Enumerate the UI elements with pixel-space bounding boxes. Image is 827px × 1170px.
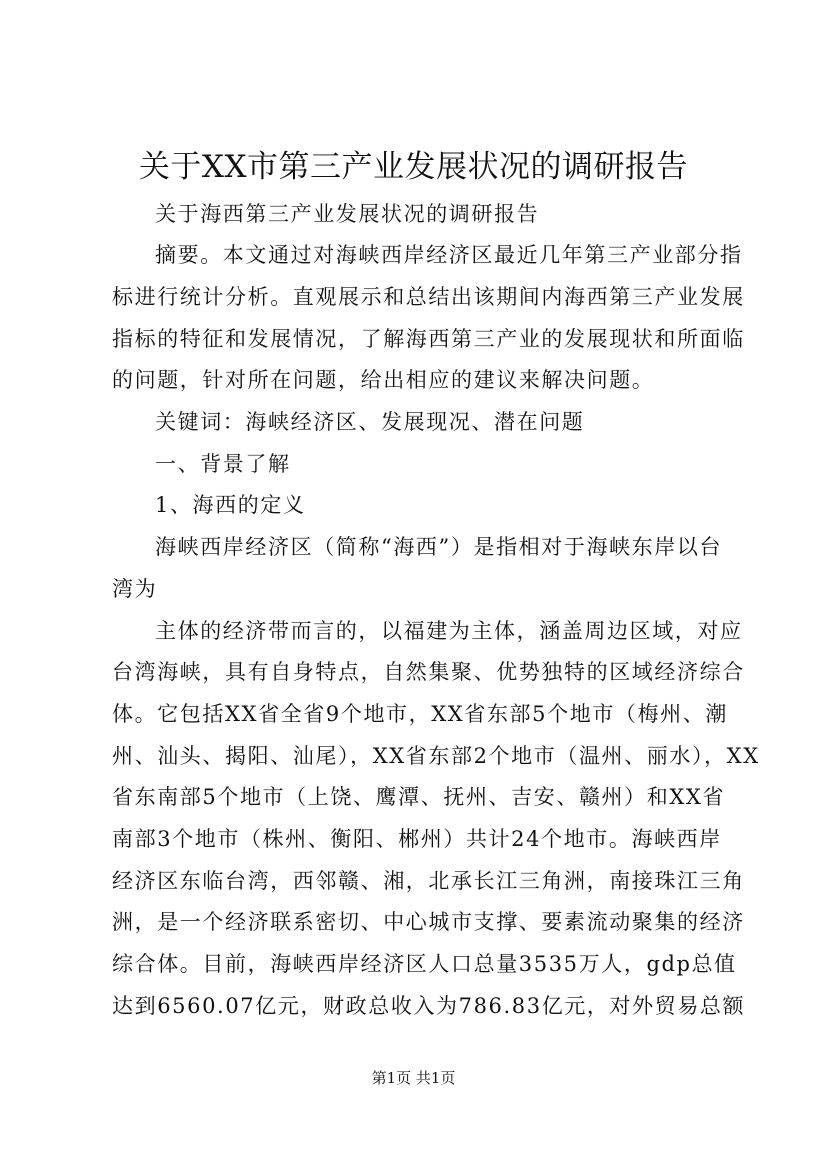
paragraph-line: 省东南部5个地市（上饶、鹰潭、抚州、吉安、赣州）和XX省 — [112, 785, 726, 809]
paragraph-line: 洲，是一个经济联系密切、中心城市支撑、要素流动聚集的经济 — [112, 910, 745, 934]
paragraph-line: 州、汕头、揭阳、汕尾），XX省东部2个地市（温州、丽水），XX — [112, 744, 760, 768]
paragraph-line: 海峡西岸经济区（简称“海西”）是指相对于海峡东岸以台 — [155, 535, 723, 559]
subsection-heading: 1、海西的定义 — [155, 493, 306, 517]
page-footer: 第1页 共1页 — [371, 1069, 456, 1087]
document-subtitle: 关于海西第三产业发展状况的调研报告 — [155, 202, 540, 226]
paragraph-line: 南部3个地市（株州、衡阳、郴州）共计24个地市。海峡西岸 — [112, 827, 722, 851]
paragraph-line: 湾为 — [112, 577, 158, 601]
paragraph-line: 台湾海峡，具有自身特点，自然集聚、优势独特的区域经济综合 — [112, 660, 745, 684]
paragraph-line: 经济区东临台湾，西邻赣、湘，北承长江三角洲，南接珠江三角 — [112, 869, 745, 893]
paragraph-line: 主体的经济带而言的，以福建为主体，涵盖周边区域，对应 — [155, 619, 743, 643]
abstract-line: 摘要。本文通过对海峡西岸经济区最近几年第三产业部分指 — [155, 243, 743, 267]
keywords-line: 关键词：海峡经济区、发展现况、潜在问题 — [155, 410, 585, 434]
paragraph-line: 达到6560.07亿元，财政总收入为786.83亿元，对外贸易总额 — [112, 994, 746, 1018]
abstract-line: 的问题，针对所在问题，给出相应的建议来解决问题。 — [112, 368, 655, 392]
document-title: 关于XX市第三产业发展状况的调研报告 — [138, 149, 689, 185]
paragraph-line: 体。它包括XX省全省9个地市，XX省东部5个地市（梅州、潮 — [112, 702, 728, 726]
paragraph-line: 综合体。目前，海峡西岸经济区人口总量3535万人，gdp总值 — [112, 952, 737, 976]
abstract-line: 指标的特征和发展情况，了解海西第三产业的发展现状和所面临 — [112, 327, 745, 351]
section-heading: 一、背景了解 — [155, 452, 291, 476]
abstract-line: 标进行统计分析。直观展示和总结出该期间内海西第三产业发展 — [112, 285, 745, 309]
